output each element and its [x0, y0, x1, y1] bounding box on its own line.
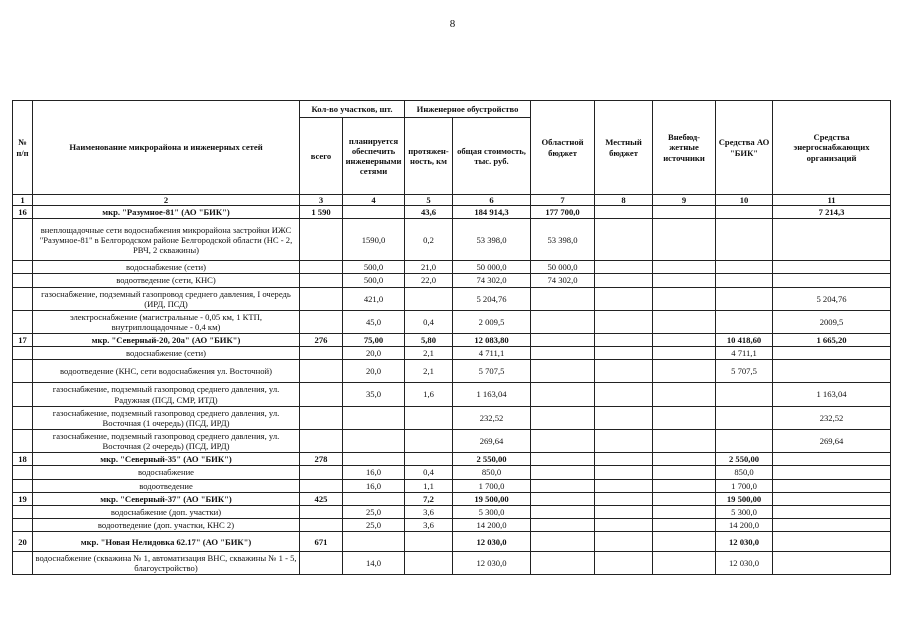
bik-funds-cell: 14 200,0: [716, 518, 773, 531]
total-cost-cell: 5 204,76: [453, 287, 531, 310]
row-number-cell: [13, 518, 33, 531]
extrabudgetary-cell: [653, 287, 716, 310]
bik-funds-cell: 5 300,0: [716, 505, 773, 518]
plots-planned-cell: 500,0: [343, 274, 405, 287]
regional-budget-cell: 53 398,0: [531, 219, 595, 261]
total-cost-cell: 5 707,5: [453, 360, 531, 383]
plots-total-cell: [300, 219, 343, 261]
header-extrabudgetary: Внебюд-жетные источники: [653, 101, 716, 195]
total-cost-cell: 2 009,5: [453, 310, 531, 333]
energy-funds-cell: [773, 453, 891, 466]
length-km-cell: 3,6: [405, 518, 453, 531]
local-budget-cell: [595, 453, 653, 466]
row-name-cell: водоснабжение: [33, 466, 300, 479]
total-cost-cell: 12 083,80: [453, 334, 531, 347]
plots-planned-cell: 20,0: [343, 360, 405, 383]
header-plots-total: всего: [300, 118, 343, 195]
length-km-cell: 3,6: [405, 505, 453, 518]
local-budget-cell: [595, 274, 653, 287]
energy-funds-cell: 232,52: [773, 406, 891, 429]
bik-funds-cell: 2 550,00: [716, 453, 773, 466]
regional-budget-cell: [531, 466, 595, 479]
local-budget-cell: [595, 347, 653, 360]
local-budget-cell: [595, 479, 653, 492]
local-budget-cell: [595, 219, 653, 261]
column-number: 11: [773, 195, 891, 206]
row-name-cell: водоотведение (сети, КНС): [33, 274, 300, 287]
extrabudgetary-cell: [653, 466, 716, 479]
plots-planned-cell: [343, 492, 405, 505]
district-row: [13, 532, 891, 552]
extrabudgetary-cell: [653, 518, 716, 531]
plots-planned-cell: [343, 406, 405, 429]
energy-funds-cell: 7 214,3: [773, 206, 891, 219]
local-budget-cell: [595, 287, 653, 310]
header-name: Наименование микрорайона и инженерных сетей: [33, 101, 300, 195]
total-cost-cell: 2 550,00: [453, 453, 531, 466]
plots-planned-cell: 421,0: [343, 287, 405, 310]
energy-funds-cell: 2009,5: [773, 310, 891, 333]
regional-budget-cell: [531, 429, 595, 452]
bik-funds-cell: [716, 219, 773, 261]
extrabudgetary-cell: [653, 310, 716, 333]
column-number: 7: [531, 195, 595, 206]
regional-budget-cell: [531, 453, 595, 466]
row-number-cell: [13, 552, 33, 575]
energy-funds-cell: [773, 261, 891, 274]
extrabudgetary-cell: [653, 406, 716, 429]
extrabudgetary-cell: [653, 334, 716, 347]
row-number-cell: [13, 505, 33, 518]
extrabudgetary-cell: [653, 347, 716, 360]
row-name-cell: водоснабжение (сети): [33, 347, 300, 360]
row-number-cell: 20: [13, 532, 33, 552]
network-row: [13, 429, 891, 452]
header-regional-budget: Областной бюджет: [531, 101, 595, 195]
district-row: [13, 453, 891, 466]
bik-funds-cell: [716, 206, 773, 219]
header-length: протяжен-ность, км: [405, 118, 453, 195]
energy-funds-cell: [773, 466, 891, 479]
row-name-cell: водоснабжение (доп. участки): [33, 505, 300, 518]
extrabudgetary-cell: [653, 505, 716, 518]
length-km-cell: 1,1: [405, 479, 453, 492]
length-km-cell: 2,1: [405, 360, 453, 383]
local-budget-cell: [595, 518, 653, 531]
total-cost-cell: 12 030,0: [453, 552, 531, 575]
length-km-cell: [405, 552, 453, 575]
header-no: № п/п: [13, 101, 33, 195]
total-cost-cell: 184 914,3: [453, 206, 531, 219]
header-local-budget: Местный бюджет: [595, 101, 653, 195]
bik-funds-cell: 1 700,0: [716, 479, 773, 492]
row-name-cell: водоотведение: [33, 479, 300, 492]
row-name-cell: газоснабжение, подземный газопровод среднего давления, ул. Восточная (1 очередь) (ПСД, ИРД): [33, 406, 300, 429]
row-number-cell: [13, 383, 33, 406]
bik-funds-cell: 19 500,00: [716, 492, 773, 505]
network-row: [13, 479, 891, 492]
total-cost-cell: 232,52: [453, 406, 531, 429]
length-km-cell: 0,4: [405, 466, 453, 479]
row-number-cell: [13, 406, 33, 429]
network-row: [13, 219, 891, 261]
regional-budget-cell: [531, 334, 595, 347]
column-number: 3: [300, 195, 343, 206]
row-name-cell: мкр. "Новая Нелидовка 62.17" (АО "БИК"): [33, 532, 300, 552]
energy-funds-cell: 1 665,20: [773, 334, 891, 347]
local-budget-cell: [595, 334, 653, 347]
header-infrastructure-group: Инженерное обустройство: [405, 101, 531, 118]
regional-budget-cell: [531, 360, 595, 383]
column-number: 8: [595, 195, 653, 206]
length-km-cell: 5,80: [405, 334, 453, 347]
bik-funds-cell: 850,0: [716, 466, 773, 479]
regional-budget-cell: [531, 518, 595, 531]
bik-funds-cell: 4 711,1: [716, 347, 773, 360]
local-budget-cell: [595, 492, 653, 505]
network-row: [13, 310, 891, 333]
bik-funds-cell: [716, 274, 773, 287]
plots-total-cell: 671: [300, 532, 343, 552]
local-budget-cell: [595, 261, 653, 274]
extrabudgetary-cell: [653, 274, 716, 287]
extrabudgetary-cell: [653, 206, 716, 219]
total-cost-cell: 1 700,0: [453, 479, 531, 492]
network-row: [13, 552, 891, 575]
network-row: [13, 287, 891, 310]
energy-funds-cell: [773, 274, 891, 287]
local-budget-cell: [595, 505, 653, 518]
total-cost-cell: 14 200,0: [453, 518, 531, 531]
bik-funds-cell: [716, 310, 773, 333]
column-number: 9: [653, 195, 716, 206]
row-number-cell: [13, 310, 33, 333]
bik-funds-cell: 10 418,60: [716, 334, 773, 347]
header-energy-funds: Средства энергоснабжающих организаций: [773, 101, 891, 195]
energy-funds-cell: [773, 492, 891, 505]
row-number-cell: [13, 219, 33, 261]
row-name-cell: мкр. "Северный-20, 20а" (АО "БИК"): [33, 334, 300, 347]
extrabudgetary-cell: [653, 453, 716, 466]
extrabudgetary-cell: [653, 492, 716, 505]
plots-total-cell: 278: [300, 453, 343, 466]
plots-planned-cell: 1590,0: [343, 219, 405, 261]
row-name-cell: мкр. "Северный-35" (АО "БИК"): [33, 453, 300, 466]
plots-planned-cell: [343, 532, 405, 552]
length-km-cell: [405, 406, 453, 429]
length-km-cell: 22,0: [405, 274, 453, 287]
bik-funds-cell: 5 707,5: [716, 360, 773, 383]
regional-budget-cell: [531, 479, 595, 492]
regional-budget-cell: 177 700,0: [531, 206, 595, 219]
total-cost-cell: 74 302,0: [453, 274, 531, 287]
plots-planned-cell: 20,0: [343, 347, 405, 360]
district-row: [13, 206, 891, 219]
header-total-cost: общая стоимость, тыс. руб.: [453, 118, 531, 195]
energy-funds-cell: [773, 219, 891, 261]
plots-total-cell: [300, 261, 343, 274]
row-number-cell: [13, 347, 33, 360]
plots-total-cell: 276: [300, 334, 343, 347]
network-row: [13, 261, 891, 274]
total-cost-cell: 269,64: [453, 429, 531, 452]
total-cost-cell: 1 163,04: [453, 383, 531, 406]
regional-budget-cell: [531, 532, 595, 552]
plots-planned-cell: 25,0: [343, 505, 405, 518]
network-row: [13, 518, 891, 531]
energy-funds-cell: [773, 552, 891, 575]
extrabudgetary-cell: [653, 219, 716, 261]
column-number: 1: [13, 195, 33, 206]
total-cost-cell: 12 030,0: [453, 532, 531, 552]
row-number-cell: 17: [13, 334, 33, 347]
extrabudgetary-cell: [653, 532, 716, 552]
district-row: [13, 492, 891, 505]
regional-budget-cell: [531, 347, 595, 360]
plots-total-cell: [300, 383, 343, 406]
row-number-cell: [13, 429, 33, 452]
local-budget-cell: [595, 206, 653, 219]
row-name-cell: электроснабжение (магистральные - 0,05 км, 1 КТП, внутриплощадочные - 0,4 км): [33, 310, 300, 333]
energy-funds-cell: 269,64: [773, 429, 891, 452]
length-km-cell: 1,6: [405, 383, 453, 406]
bik-funds-cell: [716, 287, 773, 310]
row-number-cell: 19: [13, 492, 33, 505]
regional-budget-cell: [531, 505, 595, 518]
row-name-cell: газоснабжение, подземный газопровод среднего давления, ул. Восточная (2 очередь) (ПСД, ИРД): [33, 429, 300, 452]
energy-funds-cell: [773, 518, 891, 531]
header-plots-planned: планируется обеспечить инженерными сетями: [343, 118, 405, 195]
energy-funds-cell: [773, 347, 891, 360]
row-name-cell: газоснабжение, подземный газопровод среднего давления, I очередь (ИРД, ПСД): [33, 287, 300, 310]
bik-funds-cell: [716, 406, 773, 429]
column-number: 4: [343, 195, 405, 206]
plots-planned-cell: 35,0: [343, 383, 405, 406]
total-cost-cell: 850,0: [453, 466, 531, 479]
extrabudgetary-cell: [653, 261, 716, 274]
plots-planned-cell: [343, 429, 405, 452]
regional-budget-cell: [531, 287, 595, 310]
local-budget-cell: [595, 532, 653, 552]
plots-total-cell: [300, 287, 343, 310]
plots-total-cell: [300, 479, 343, 492]
length-km-cell: 0,4: [405, 310, 453, 333]
financing-table: [12, 100, 891, 575]
row-number-cell: [13, 360, 33, 383]
header-bik-funds: Средства АО "БИК": [716, 101, 773, 195]
regional-budget-cell: 74 302,0: [531, 274, 595, 287]
bik-funds-cell: 12 030,0: [716, 552, 773, 575]
bik-funds-cell: [716, 383, 773, 406]
local-budget-cell: [595, 406, 653, 429]
bik-funds-cell: 12 030,0: [716, 532, 773, 552]
network-row: [13, 360, 891, 383]
total-cost-cell: 5 300,0: [453, 505, 531, 518]
length-km-cell: [405, 532, 453, 552]
energy-funds-cell: [773, 479, 891, 492]
bik-funds-cell: [716, 261, 773, 274]
row-number-cell: [13, 479, 33, 492]
row-number-cell: [13, 287, 33, 310]
regional-budget-cell: [531, 406, 595, 429]
row-name-cell: водоотведение (доп. участки, КНС 2): [33, 518, 300, 531]
plots-planned-cell: [343, 206, 405, 219]
row-name-cell: водоотведение (КНС, сети водоснабжения ул. Восточной): [33, 360, 300, 383]
extrabudgetary-cell: [653, 479, 716, 492]
plots-total-cell: [300, 310, 343, 333]
plots-total-cell: [300, 429, 343, 452]
energy-funds-cell: 5 204,76: [773, 287, 891, 310]
row-name-cell: мкр. "Разумное-81" (АО "БИК"): [33, 206, 300, 219]
total-cost-cell: 4 711,1: [453, 347, 531, 360]
header-plots-group: Кол-во участков, шт.: [300, 101, 405, 118]
column-number: 6: [453, 195, 531, 206]
extrabudgetary-cell: [653, 429, 716, 452]
regional-budget-cell: [531, 552, 595, 575]
bik-funds-cell: [716, 429, 773, 452]
regional-budget-cell: [531, 383, 595, 406]
plots-total-cell: [300, 274, 343, 287]
total-cost-cell: 19 500,00: [453, 492, 531, 505]
local-budget-cell: [595, 360, 653, 383]
district-row: [13, 334, 891, 347]
plots-planned-cell: 16,0: [343, 466, 405, 479]
plots-total-cell: [300, 360, 343, 383]
length-km-cell: 21,0: [405, 261, 453, 274]
energy-funds-cell: [773, 360, 891, 383]
total-cost-cell: 53 398,0: [453, 219, 531, 261]
plots-total-cell: [300, 406, 343, 429]
local-budget-cell: [595, 429, 653, 452]
extrabudgetary-cell: [653, 383, 716, 406]
length-km-cell: 0,2: [405, 219, 453, 261]
network-row: [13, 505, 891, 518]
length-km-cell: 7,2: [405, 492, 453, 505]
row-name-cell: мкр. "Северный-37" (АО "БИК"): [33, 492, 300, 505]
local-budget-cell: [595, 310, 653, 333]
row-name-cell: газоснабжение, подземный газопровод среднего давления, ул. Радужная (ПСД, СМР, ИТД): [33, 383, 300, 406]
network-row: [13, 406, 891, 429]
row-name-cell: внеплощадочные сети водоснабжения микрорайона застройки ИЖС "Разумное-81" в Белгородском районе Белгородской области (НС - 2, РВЧ, 2 скважины): [33, 219, 300, 261]
plots-total-cell: 1 590: [300, 206, 343, 219]
local-budget-cell: [595, 383, 653, 406]
row-number-cell: 16: [13, 206, 33, 219]
row-number-cell: [13, 466, 33, 479]
extrabudgetary-cell: [653, 552, 716, 575]
plots-planned-cell: 25,0: [343, 518, 405, 531]
regional-budget-cell: [531, 492, 595, 505]
plots-planned-cell: 75,00: [343, 334, 405, 347]
row-number-cell: [13, 274, 33, 287]
column-number-row: [13, 195, 891, 206]
network-row: [13, 383, 891, 406]
length-km-cell: [405, 429, 453, 452]
total-cost-cell: 50 000,0: [453, 261, 531, 274]
column-number: 5: [405, 195, 453, 206]
plots-total-cell: [300, 518, 343, 531]
column-number: 10: [716, 195, 773, 206]
plots-planned-cell: [343, 453, 405, 466]
row-name-cell: водоснабжение (сети): [33, 261, 300, 274]
energy-funds-cell: [773, 532, 891, 552]
regional-budget-cell: [531, 310, 595, 333]
plots-planned-cell: 16,0: [343, 479, 405, 492]
network-row: [13, 274, 891, 287]
network-row: [13, 466, 891, 479]
plots-planned-cell: 45,0: [343, 310, 405, 333]
energy-funds-cell: 1 163,04: [773, 383, 891, 406]
length-km-cell: 43,6: [405, 206, 453, 219]
row-number-cell: 18: [13, 453, 33, 466]
plots-total-cell: [300, 505, 343, 518]
plots-total-cell: [300, 552, 343, 575]
column-number: 2: [33, 195, 300, 206]
energy-funds-cell: [773, 505, 891, 518]
plots-total-cell: 425: [300, 492, 343, 505]
length-km-cell: [405, 287, 453, 310]
regional-budget-cell: 50 000,0: [531, 261, 595, 274]
local-budget-cell: [595, 466, 653, 479]
length-km-cell: [405, 453, 453, 466]
plots-planned-cell: 500,0: [343, 261, 405, 274]
network-row: [13, 347, 891, 360]
plots-total-cell: [300, 347, 343, 360]
local-budget-cell: [595, 552, 653, 575]
plots-planned-cell: 14,0: [343, 552, 405, 575]
row-number-cell: [13, 261, 33, 274]
extrabudgetary-cell: [653, 360, 716, 383]
row-name-cell: водоснабжение (скважина № 1, автоматизация ВНС, скважины № 1 - 5, благоустройство): [33, 552, 300, 575]
length-km-cell: 2,1: [405, 347, 453, 360]
page-number: 8: [449, 18, 456, 30]
plots-total-cell: [300, 466, 343, 479]
